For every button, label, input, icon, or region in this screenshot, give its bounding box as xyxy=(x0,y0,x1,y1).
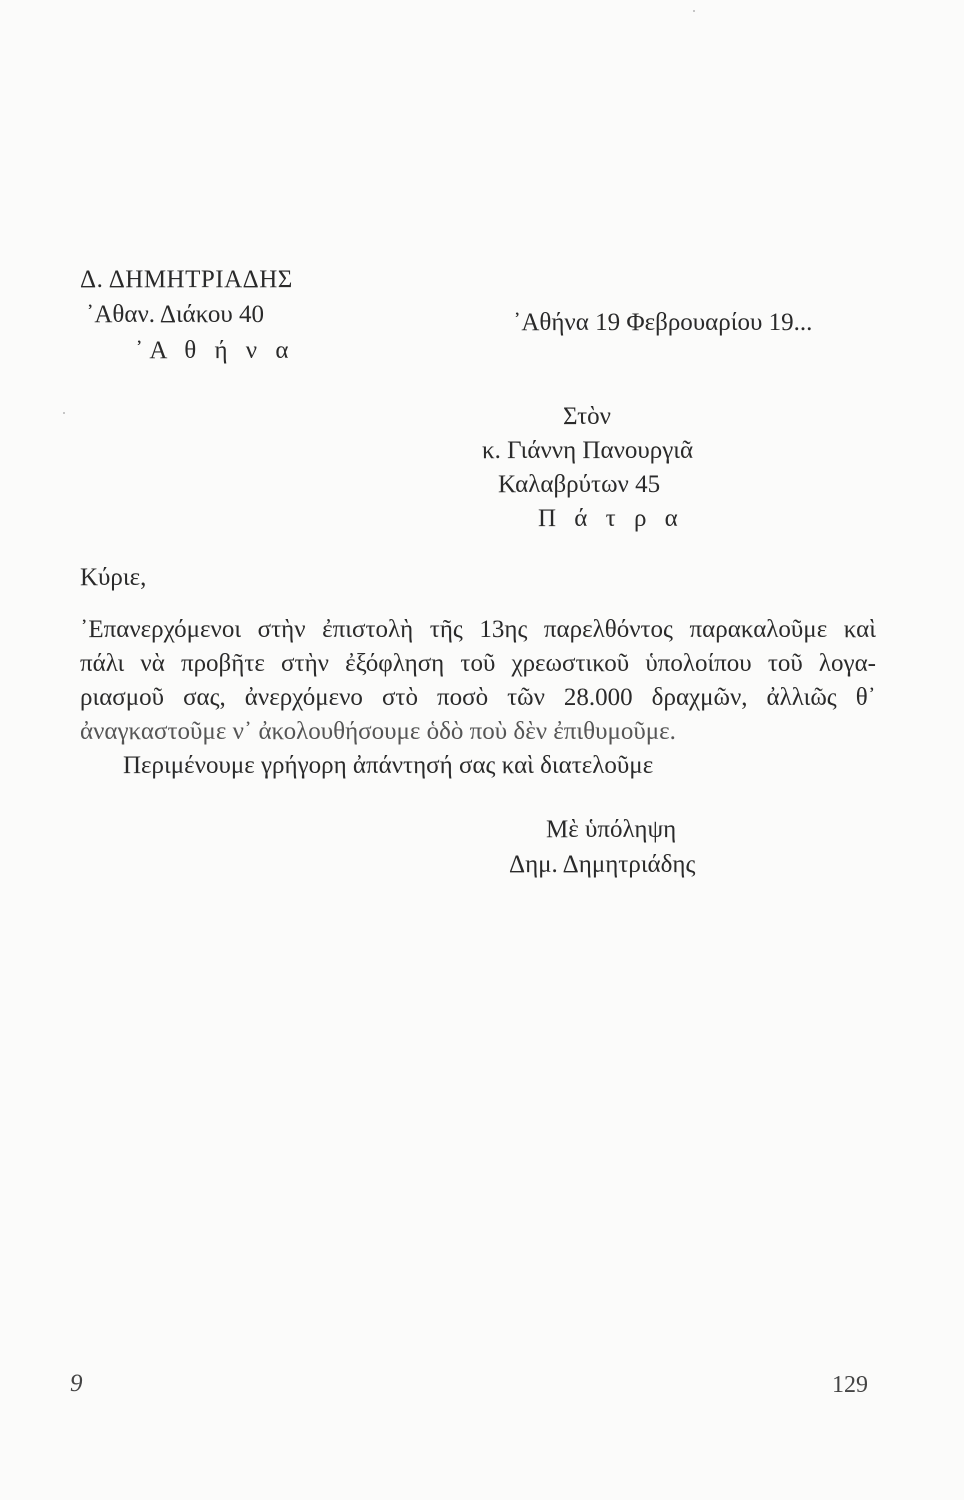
paper-speck xyxy=(63,412,65,414)
body-line: ριασμοῦ σας, ἀνερχόμενο στὸ ποσὸ τῶν 28.000 δραχμῶν, ἀλλιῶς θ᾿ xyxy=(80,684,876,711)
body-line: πάλι νὰ προβῆτε στὴν ἐξόφληση τοῦ χρεωστικοῦ ὑπολοίπου τοῦ λογα- xyxy=(80,650,876,677)
closing: Μὲ ὑπόληψη xyxy=(546,816,677,843)
page-number: 129 xyxy=(832,1372,868,1398)
sender-city: ᾿Α θ ή ν α xyxy=(135,337,295,364)
body-line: ᾿Επανερχόμενοι στὴν ἐπιστολὴ τῆς 13ης παρελθόντος παρακαλοῦμε καὶ xyxy=(80,616,876,643)
signature: Δημ. Δημητριάδης xyxy=(509,851,696,878)
recipient-street: Καλαβρύτων 45 xyxy=(498,471,661,498)
recipient-label: Στὸν xyxy=(563,403,611,430)
sender-name: Δ. ΔΗΜΗΤΡΙΑΔΗΣ xyxy=(80,266,293,293)
body-line: ἀναγκαστοῦμε ν᾿ ἀκολουθήσουμε ὁδὸ ποὺ δὲν ἐπιθυμοῦμε. xyxy=(80,718,676,745)
page-mark-left: 9 xyxy=(70,1370,83,1397)
recipient-city: Π ά τ ρ α xyxy=(538,505,684,532)
salutation: Κύριε, xyxy=(80,564,147,591)
recipient-name: κ. Γιάννη Πανουργιᾶ xyxy=(482,437,694,464)
letter-date: ᾿Αθήνα 19 Φεβρουαρίου 19... xyxy=(513,309,813,336)
paper-speck xyxy=(693,10,695,12)
body-line: Περιμένουμε γρήγορη ἀπάντησή σας καὶ διατελοῦμε xyxy=(123,752,654,779)
sender-street: ᾿Αθαν. Διάκου 40 xyxy=(86,301,264,328)
